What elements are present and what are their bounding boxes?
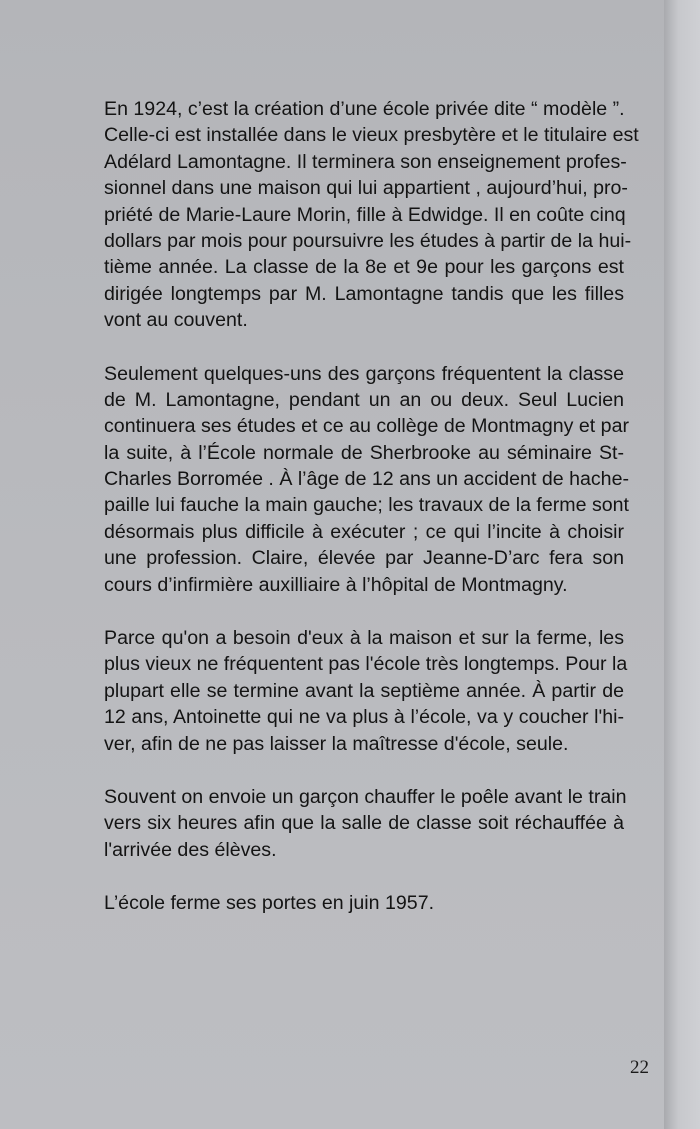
- paragraph-2: [104, 361, 630, 599]
- text-line: Charles Borromée . À l’âge de 12 ans un accident de hache-: [104, 468, 629, 491]
- page-edge: [664, 0, 700, 1129]
- text-line: continuera ses études et ce au collège de Montmagny et par: [104, 415, 630, 438]
- text-line: Celle-ci est installée dans le vieux presbytère et le titulaire est: [104, 124, 639, 147]
- text-line: Souvent on envoie un garçon chauffer le poêle avant le train: [104, 785, 627, 808]
- text-line: de M. Lamontagne, pendant un an ou deux. Seul Lucien: [104, 388, 624, 411]
- text-line: 12 ans, Antoinette qui ne va plus à l’école, va y coucher l'hi-: [104, 706, 624, 729]
- text-line: Seulement quelques-uns des garçons fréquentent la classe: [104, 362, 624, 385]
- text-line: vont au couvent.: [104, 309, 248, 332]
- text-line: une profession. Claire, élevée par Jeanne-D’arc fera son: [104, 547, 624, 570]
- text-line: dollars par mois pour poursuivre les études à partir de la hui-: [104, 229, 632, 252]
- text-line: désormais plus difficile à exécuter ; ce qui l’incite à choisir: [104, 520, 624, 543]
- text-line: priété de Marie-Laure Morin, fille à Edwidge. Il en coûte cinq: [104, 203, 626, 226]
- text-line: tième année. La classe de la 8e et 9e pour les garçons est: [104, 256, 624, 279]
- text-line: Adélard Lamontagne. Il terminera son enseignement profes-: [104, 150, 627, 173]
- text-line: plupart elle se termine avant la septième année. À partir de: [104, 679, 624, 702]
- text-line: L’école ferme ses portes en juin 1957.: [104, 892, 435, 915]
- text-line: plus vieux ne fréquentent pas l'école très longtemps. Pour la: [104, 653, 628, 676]
- text-line: Parce qu'on a besoin d'eux à la maison et sur la ferme, les: [104, 627, 624, 650]
- text-line: dirigée longtemps par M. Lamontagne tandis que les filles: [104, 282, 624, 305]
- paragraph-4: [104, 784, 627, 863]
- text-line: sionnel dans une maison qui lui appartient , aujourd’hui, pro-: [104, 177, 628, 200]
- text-line: ver, afin de ne pas laisser la maîtresse d'école, seule.: [104, 732, 569, 755]
- text-line: l'arrivée des élèves.: [104, 838, 277, 861]
- paragraph-3: [104, 625, 628, 757]
- text-line: En 1924, c’est la création d’une école privée dite “ modèle ”.: [104, 98, 625, 120]
- text-line: paille lui fauche la main gauche; les travaux de la ferme sont: [104, 494, 629, 517]
- text-line: cours d’infirmière auxilliaire à l’hôpital de Montmagny.: [104, 573, 568, 596]
- paragraph-1: [104, 96, 639, 334]
- paragraph-5: [104, 890, 624, 916]
- text-line: la suite, à l’École normale de Sherbrooke au séminaire St-: [104, 441, 624, 464]
- text-line: vers six heures afin que la salle de classe soit réchauffée à: [104, 812, 624, 835]
- page-number: 22: [630, 1057, 649, 1078]
- body-text: [104, 96, 639, 944]
